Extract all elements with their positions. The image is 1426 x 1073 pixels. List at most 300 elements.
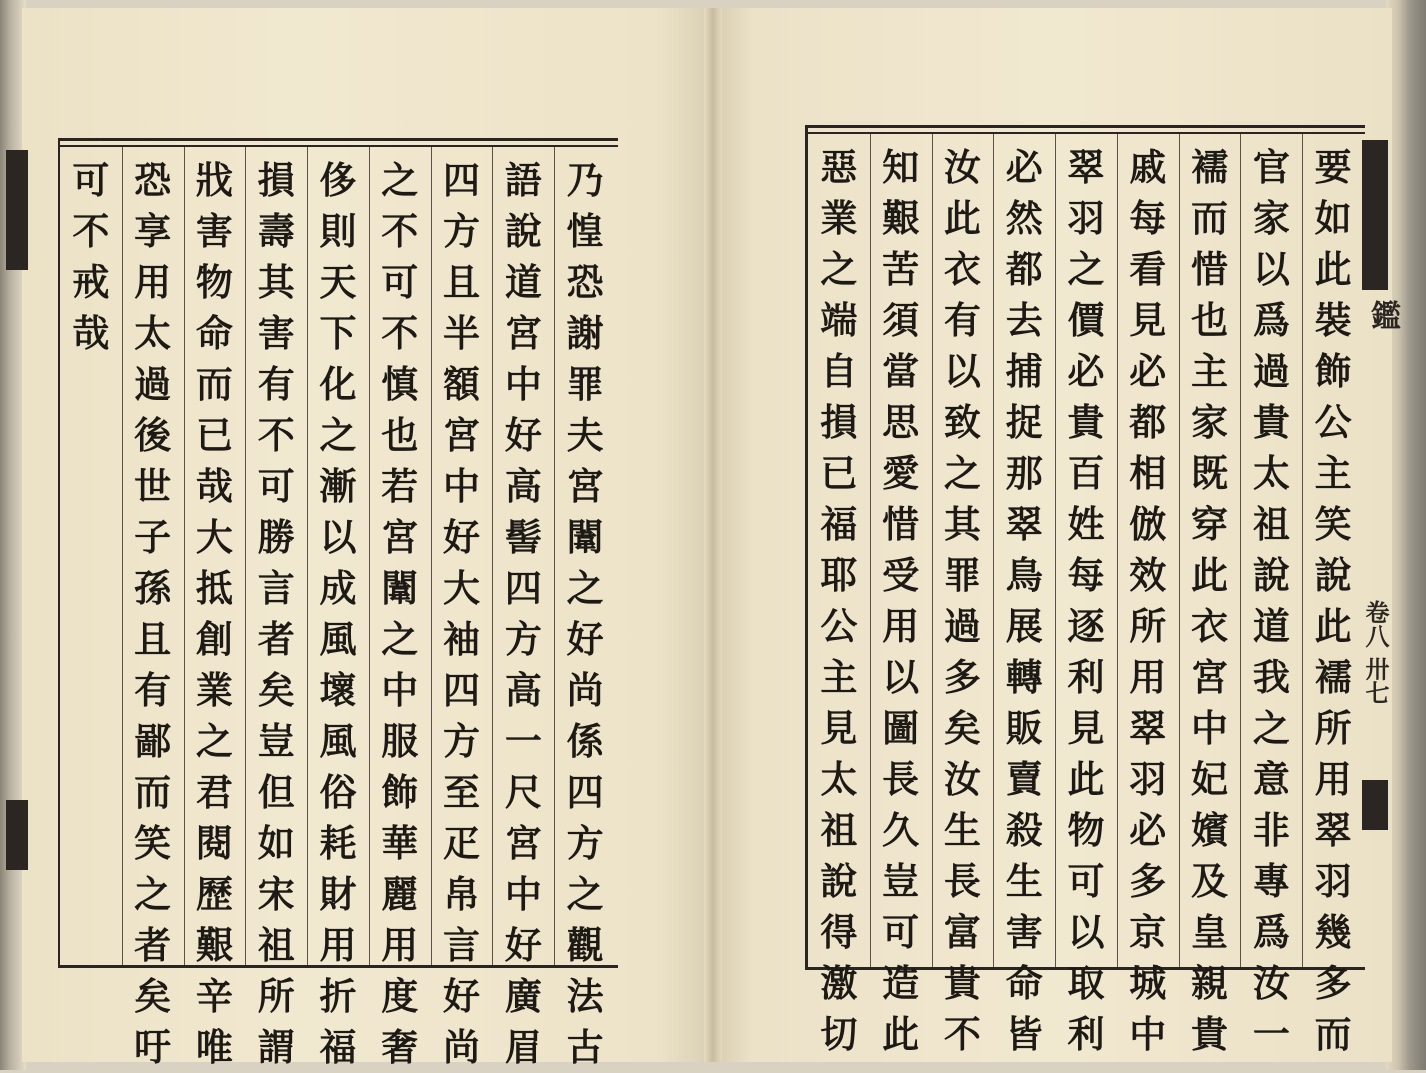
fore-edge-top-label: 鑑	[1365, 300, 1400, 330]
glyph: 翠	[1067, 145, 1105, 189]
glyph: 妃	[1191, 757, 1229, 801]
glyph: 惡	[820, 145, 858, 189]
glyph: 穿	[1191, 502, 1229, 546]
glyph: 物	[1067, 808, 1105, 852]
glyph: 羽	[1067, 196, 1105, 240]
glyph: 恐	[566, 260, 604, 304]
glyph: 及	[1191, 859, 1229, 903]
glyph: 化	[319, 362, 357, 406]
glyph: 創	[195, 617, 233, 661]
text-column	[431, 155, 493, 1069]
glyph: 致	[943, 400, 981, 444]
glyph: 闈	[381, 566, 419, 610]
text-column	[808, 142, 870, 1056]
glyph: 所	[1314, 706, 1352, 750]
glyph: 道	[504, 260, 542, 304]
glyph: 中	[504, 872, 542, 916]
glyph: 可	[381, 260, 419, 304]
glyph: 矣	[943, 706, 981, 750]
glyph: 祖	[820, 808, 858, 852]
glyph: 有	[257, 362, 295, 406]
glyph: 每	[1067, 553, 1105, 597]
glyph: 高	[504, 464, 542, 508]
glyph: 戚	[1129, 145, 1167, 189]
glyph: 不	[257, 413, 295, 457]
glyph: 主	[1191, 349, 1229, 393]
glyph: 貴	[943, 961, 981, 1005]
glyph: 俗	[319, 770, 357, 814]
glyph: 謂	[257, 1025, 295, 1069]
glyph: 見	[1067, 706, 1105, 750]
glyph: 圖	[882, 706, 920, 750]
glyph: 家	[1252, 196, 1290, 240]
glyph: 去	[1005, 298, 1043, 342]
glyph: 捉	[1005, 400, 1043, 444]
glyph: 造	[882, 961, 920, 1005]
glyph: 看	[1129, 247, 1167, 291]
glyph: 羽	[1314, 859, 1352, 903]
glyph: 好	[504, 413, 542, 457]
glyph: 且	[443, 260, 481, 304]
glyph: 之	[1252, 706, 1290, 750]
glyph: 四	[443, 158, 481, 202]
glyph: 汝	[1252, 961, 1290, 1005]
glyph: 此	[882, 1012, 920, 1056]
text-column	[932, 142, 994, 1056]
text-column	[122, 155, 184, 1069]
glyph: 服	[381, 719, 419, 763]
glyph: 財	[319, 872, 357, 916]
glyph: 艱	[195, 923, 233, 967]
glyph: 苦	[882, 247, 920, 291]
glyph: 壽	[257, 209, 295, 253]
glyph: 之	[381, 617, 419, 661]
glyph: 愛	[882, 451, 920, 495]
glyph: 此	[1191, 553, 1229, 597]
column-rule	[993, 134, 994, 967]
glyph: 公	[820, 604, 858, 648]
glyph: 知	[882, 145, 920, 189]
glyph: 眉	[504, 1025, 542, 1069]
glyph: 惜	[882, 502, 920, 546]
text-column	[369, 155, 431, 1069]
glyph: 翠	[1314, 808, 1352, 852]
glyph: 汝	[943, 145, 981, 189]
glyph: 翠	[1005, 502, 1043, 546]
glyph: 以	[943, 349, 981, 393]
column-rule	[554, 147, 555, 965]
glyph: 言	[443, 923, 481, 967]
column-rule	[122, 147, 123, 965]
glyph: 其	[943, 502, 981, 546]
glyph: 我	[1252, 655, 1290, 699]
column-rule	[1302, 134, 1303, 967]
glyph: 所	[1129, 604, 1167, 648]
glyph: 自	[820, 349, 858, 393]
glyph: 宮	[443, 413, 481, 457]
glyph: 襦	[1191, 145, 1229, 189]
glyph: 公	[1314, 400, 1352, 444]
glyph: 富	[943, 910, 981, 954]
column-rule	[369, 147, 370, 965]
glyph: 尚	[566, 668, 604, 712]
glyph: 好	[504, 923, 542, 967]
glyph: 以	[319, 515, 357, 559]
glyph: 大	[195, 515, 233, 559]
glyph: 之	[1067, 247, 1105, 291]
text-column	[1179, 142, 1241, 1056]
glyph: 謝	[566, 311, 604, 355]
glyph: 吁	[134, 1025, 172, 1069]
glyph: 命	[1005, 961, 1043, 1005]
text-column	[1240, 142, 1302, 1056]
glyph: 逐	[1067, 604, 1105, 648]
glyph: 世	[134, 464, 172, 508]
glyph: 然	[1005, 196, 1043, 240]
glyph: 四	[566, 770, 604, 814]
glyph: 罪	[943, 553, 981, 597]
glyph: 好	[443, 974, 481, 1018]
right-page-stack	[1386, 0, 1426, 1070]
glyph: 可	[1067, 859, 1105, 903]
glyph: 四	[504, 566, 542, 610]
glyph: 之	[943, 451, 981, 495]
glyph: 慎	[381, 362, 419, 406]
glyph: 用	[1314, 757, 1352, 801]
glyph: 意	[1252, 757, 1290, 801]
glyph: 見	[1129, 298, 1167, 342]
glyph: 多	[1314, 961, 1352, 1005]
glyph: 壞	[319, 668, 357, 712]
text-column	[870, 142, 932, 1056]
glyph: 哉	[72, 311, 110, 355]
glyph: 可	[257, 464, 295, 508]
text-column	[993, 142, 1055, 1056]
glyph: 子	[134, 515, 172, 559]
glyph: 都	[1005, 247, 1043, 291]
glyph: 城	[1129, 961, 1167, 1005]
glyph: 說	[504, 209, 542, 253]
column-rule	[1179, 134, 1180, 967]
text-column	[1055, 142, 1117, 1056]
glyph: 而	[195, 362, 233, 406]
glyph: 且	[134, 617, 172, 661]
glyph: 鳥	[1005, 553, 1043, 597]
glyph: 古	[566, 1025, 604, 1069]
glyph: 飾	[381, 770, 419, 814]
glyph: 矣	[134, 974, 172, 1018]
glyph: 有	[134, 668, 172, 712]
glyph: 以	[1067, 910, 1105, 954]
fore-edge-bottom-label: 卷八 卅七	[1361, 600, 1390, 705]
glyph: 好	[566, 617, 604, 661]
glyph: 方	[443, 209, 481, 253]
glyph: 利	[1067, 655, 1105, 699]
glyph: 享	[134, 209, 172, 253]
glyph: 那	[1005, 451, 1043, 495]
glyph: 展	[1005, 604, 1043, 648]
glyph: 豈	[257, 719, 295, 763]
glyph: 如	[1314, 196, 1352, 240]
glyph: 孫	[134, 566, 172, 610]
glyph: 官	[1252, 145, 1290, 189]
glyph: 太	[134, 311, 172, 355]
glyph: 髻	[504, 515, 542, 559]
glyph: 疋	[443, 821, 481, 865]
glyph: 此	[1067, 757, 1105, 801]
fore-edge-tab-top	[1362, 140, 1388, 290]
text-column	[245, 155, 307, 1069]
glyph: 係	[566, 719, 604, 763]
glyph: 命	[195, 311, 233, 355]
glyph: 勝	[257, 515, 295, 559]
text-column	[184, 155, 246, 1069]
glyph: 須	[882, 298, 920, 342]
glyph: 歷	[195, 872, 233, 916]
glyph: 袖	[443, 617, 481, 661]
glyph: 戕	[195, 158, 233, 202]
glyph: 過	[134, 362, 172, 406]
glyph: 耗	[319, 821, 357, 865]
glyph: 宋	[257, 872, 295, 916]
glyph: 每	[1129, 196, 1167, 240]
glyph: 爲	[1252, 298, 1290, 342]
glyph: 笑	[134, 821, 172, 865]
glyph: 祖	[1252, 502, 1290, 546]
glyph: 宮	[381, 515, 419, 559]
glyph: 害	[195, 209, 233, 253]
glyph: 必	[1129, 349, 1167, 393]
glyph: 天	[319, 260, 357, 304]
glyph: 而	[1191, 196, 1229, 240]
glyph: 尺	[504, 770, 542, 814]
column-rule	[307, 147, 308, 965]
glyph: 福	[319, 1025, 357, 1069]
glyph: 夫	[566, 413, 604, 457]
glyph: 之	[381, 158, 419, 202]
glyph: 言	[257, 566, 295, 610]
glyph: 此	[1314, 247, 1352, 291]
glyph: 恐	[134, 158, 172, 202]
glyph: 矣	[257, 668, 295, 712]
glyph: 必	[1129, 808, 1167, 852]
glyph: 之	[820, 247, 858, 291]
glyph: 之	[134, 872, 172, 916]
glyph: 業	[195, 668, 233, 712]
column-rule	[1240, 134, 1241, 967]
glyph: 福	[820, 502, 858, 546]
glyph: 中	[443, 464, 481, 508]
glyph: 戒	[72, 260, 110, 304]
glyph: 思	[882, 400, 920, 444]
glyph: 業	[820, 196, 858, 240]
glyph: 唯	[195, 1025, 233, 1069]
glyph: 百	[1067, 451, 1105, 495]
glyph: 其	[257, 260, 295, 304]
glyph: 貴	[1067, 400, 1105, 444]
glyph: 罪	[566, 362, 604, 406]
glyph: 漸	[319, 464, 357, 508]
glyph: 取	[1067, 961, 1105, 1005]
glyph: 端	[820, 298, 858, 342]
glyph: 說	[1252, 553, 1290, 597]
glyph: 此	[1314, 604, 1352, 648]
glyph: 貴	[1191, 1012, 1229, 1056]
glyph: 貴	[1252, 400, 1290, 444]
glyph: 奢	[381, 1025, 419, 1069]
glyph: 折	[319, 974, 357, 1018]
glyph: 既	[1191, 451, 1229, 495]
glyph: 見	[820, 706, 858, 750]
glyph: 而	[1314, 1012, 1352, 1056]
glyph: 宮	[1191, 655, 1229, 699]
left-edge-tab-top	[6, 150, 28, 270]
glyph: 哉	[195, 464, 233, 508]
glyph: 高	[504, 668, 542, 712]
glyph: 非	[1252, 808, 1290, 852]
glyph: 宮	[566, 464, 604, 508]
glyph: 飾	[1314, 349, 1352, 393]
glyph: 害	[1005, 910, 1043, 954]
glyph: 衣	[1191, 604, 1229, 648]
glyph: 侈	[319, 158, 357, 202]
glyph: 也	[1191, 298, 1229, 342]
glyph: 可	[72, 158, 110, 202]
glyph: 艱	[882, 196, 920, 240]
glyph: 皆	[1005, 1012, 1043, 1056]
book-gutter	[704, 8, 722, 1062]
glyph: 也	[381, 413, 419, 457]
glyph: 不	[381, 209, 419, 253]
glyph: 下	[319, 311, 357, 355]
glyph: 太	[1252, 451, 1290, 495]
glyph: 用	[134, 260, 172, 304]
glyph: 若	[381, 464, 419, 508]
glyph: 四	[443, 668, 481, 712]
glyph: 道	[1252, 604, 1290, 648]
glyph: 不	[943, 1012, 981, 1056]
glyph: 皇	[1191, 910, 1229, 954]
glyph: 大	[443, 566, 481, 610]
glyph: 笑	[1314, 502, 1352, 546]
glyph: 久	[882, 808, 920, 852]
column-rule	[492, 147, 493, 965]
glyph: 法	[566, 974, 604, 1018]
glyph: 過	[943, 604, 981, 648]
glyph: 尚	[443, 1025, 481, 1069]
glyph: 辛	[195, 974, 233, 1018]
glyph: 羽	[1129, 757, 1167, 801]
glyph: 轉	[1005, 655, 1043, 699]
column-rule	[184, 147, 185, 965]
glyph: 多	[943, 655, 981, 699]
column-rule	[245, 147, 246, 965]
glyph: 華	[381, 821, 419, 865]
glyph: 得	[820, 910, 858, 954]
glyph: 倣	[1129, 502, 1167, 546]
glyph: 相	[1129, 451, 1167, 495]
glyph: 以	[882, 655, 920, 699]
glyph: 說	[1314, 553, 1352, 597]
glyph: 太	[820, 757, 858, 801]
glyph: 有	[943, 298, 981, 342]
glyph: 者	[134, 923, 172, 967]
glyph: 利	[1067, 1012, 1105, 1056]
glyph: 效	[1129, 553, 1167, 597]
glyph: 耶	[820, 553, 858, 597]
glyph: 額	[443, 362, 481, 406]
column-rule	[1055, 134, 1056, 967]
glyph: 此	[943, 196, 981, 240]
glyph: 必	[1005, 145, 1043, 189]
glyph: 殺	[1005, 808, 1043, 852]
glyph: 衣	[943, 247, 981, 291]
glyph: 切	[820, 1012, 858, 1056]
glyph: 半	[443, 311, 481, 355]
text-column	[1302, 142, 1364, 1056]
glyph: 之	[566, 566, 604, 610]
frame-rule	[60, 145, 618, 147]
glyph: 已	[820, 451, 858, 495]
glyph: 如	[257, 821, 295, 865]
text-column	[307, 155, 369, 1069]
glyph: 中	[381, 668, 419, 712]
glyph: 生	[1005, 859, 1043, 903]
glyph: 惜	[1191, 247, 1229, 291]
glyph: 要	[1314, 145, 1352, 189]
glyph: 闈	[566, 515, 604, 559]
glyph: 觀	[566, 923, 604, 967]
glyph: 一	[504, 719, 542, 763]
glyph: 用	[319, 923, 357, 967]
glyph: 價	[1067, 298, 1105, 342]
left-edge-tab-bottom	[6, 800, 28, 870]
glyph: 害	[257, 311, 295, 355]
glyph: 說	[820, 859, 858, 903]
fore-edge-tab-bottom	[1362, 780, 1388, 830]
glyph: 語	[504, 158, 542, 202]
glyph: 汝	[943, 757, 981, 801]
text-column	[492, 155, 554, 1069]
glyph: 嬪	[1191, 808, 1229, 852]
glyph: 閱	[195, 821, 233, 865]
text-column	[554, 155, 616, 1069]
glyph: 中	[1191, 706, 1229, 750]
glyph: 主	[820, 655, 858, 699]
glyph: 者	[257, 617, 295, 661]
column-rule	[431, 147, 432, 965]
glyph: 專	[1252, 859, 1290, 903]
glyph: 宮	[504, 311, 542, 355]
right-text-frame	[805, 125, 1365, 1056]
glyph: 中	[504, 362, 542, 406]
glyph: 之	[566, 872, 604, 916]
text-column	[60, 155, 122, 955]
glyph: 賣	[1005, 757, 1043, 801]
glyph: 但	[257, 770, 295, 814]
glyph: 生	[943, 808, 981, 852]
glyph: 京	[1129, 910, 1167, 954]
glyph: 度	[381, 974, 419, 1018]
glyph: 之	[195, 719, 233, 763]
glyph: 損	[257, 158, 295, 202]
glyph: 長	[943, 859, 981, 903]
glyph: 祖	[257, 923, 295, 967]
glyph: 用	[1129, 655, 1167, 699]
glyph: 而	[134, 770, 172, 814]
glyph: 物	[195, 260, 233, 304]
glyph: 方	[504, 617, 542, 661]
